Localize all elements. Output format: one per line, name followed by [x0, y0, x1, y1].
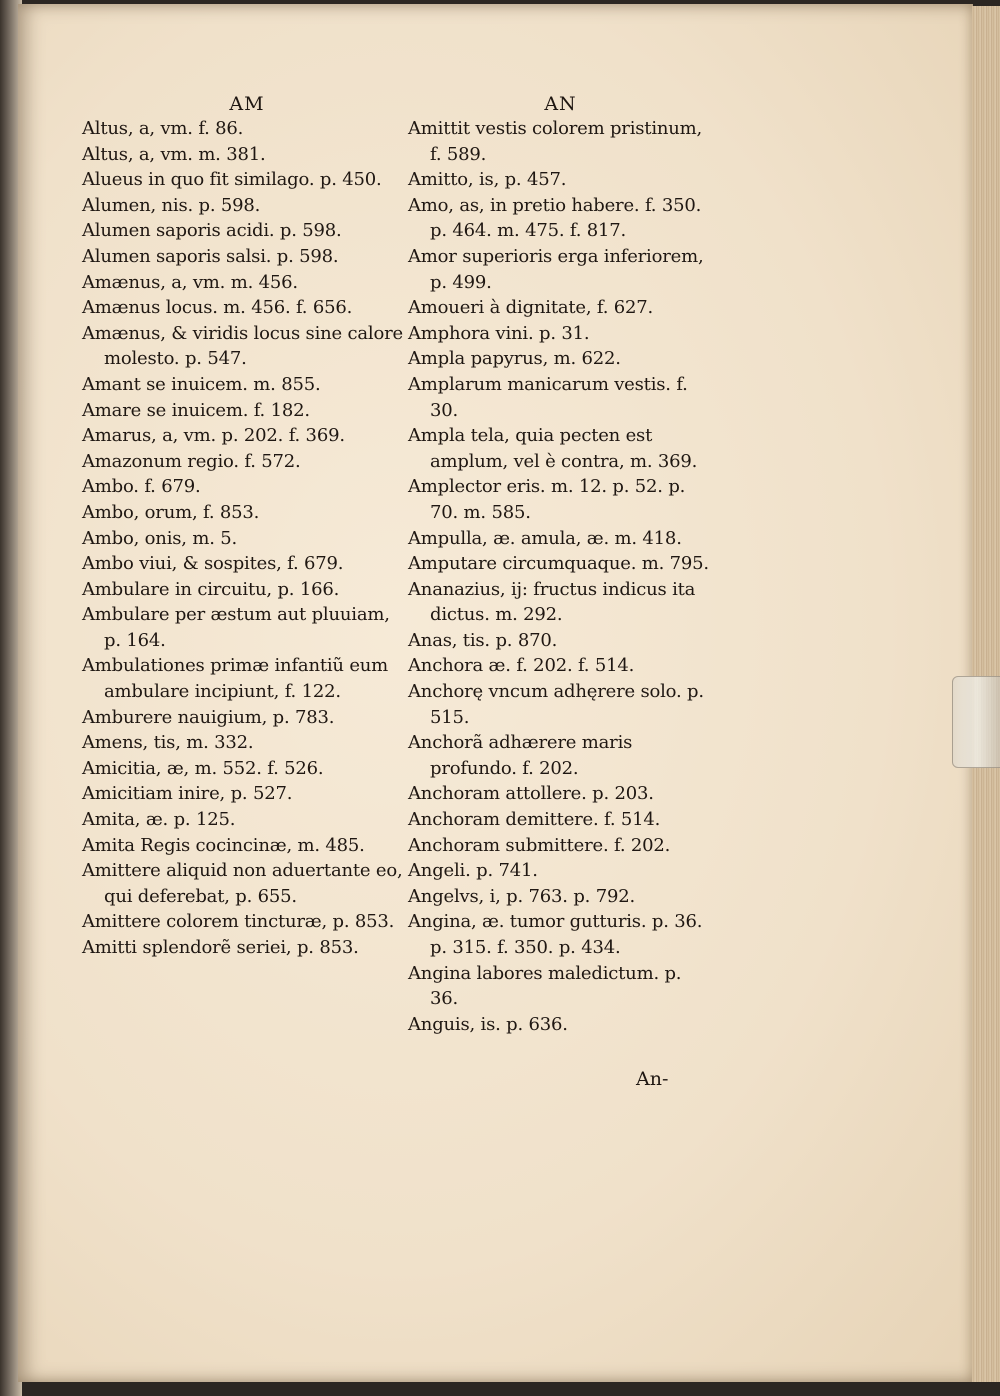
index-entry: Altus, a, vm. f. 86.: [82, 118, 244, 139]
index-entry: Anchora æ. f. 202. f. 514.: [408, 655, 635, 677]
index-entry: Ambo, onis, m. 5.: [82, 527, 238, 549]
left-column-heading: AM: [229, 93, 265, 115]
index-entry: Ambo. f. 679.: [82, 476, 201, 498]
index-entry: Altus, a, vm. m. 381.: [82, 143, 266, 165]
index-entry: Amita, æ. p. 125.: [82, 809, 236, 831]
index-entry: Ambulare per æstum aut pluuiam, p. 164.: [82, 604, 390, 651]
index-entry: Amazonum regio. f. 572.: [82, 450, 301, 472]
index-entry: Alumen saporis salsi. p. 598.: [82, 245, 339, 267]
index-entry: Amicitiam inire, p. 527.: [82, 783, 293, 805]
index-entry: Anchorã adhærere maris profundo. f. 202.: [408, 732, 633, 779]
index-entry: Amarus, a, vm. p. 202. f. 369.: [82, 425, 345, 447]
index-entry: Ampulla, æ. amula, æ. m. 418.: [408, 527, 682, 549]
index-entry: Angina labores maledictum. p. 36.: [408, 962, 682, 1010]
index-entry: Anchoram demittere. f. 514.: [408, 809, 661, 831]
index-entry: Amo, as, in pretio habere. f. 350. p. 464. m. 475. f. 817.: [408, 194, 702, 242]
index-entry: Ambo viui, & sospites, f. 679.: [82, 553, 344, 575]
index-entry: Angelvs, i, p. 763. p. 792.: [408, 885, 635, 907]
page-clip: [952, 676, 1000, 768]
index-entry: Amare se inuicem. f. 182.: [82, 399, 310, 421]
catchword: An-: [636, 1068, 669, 1090]
index-entry: Anas, tis. p. 870.: [408, 629, 558, 651]
index-entry: Amputare circumquaque. m. 795.: [408, 553, 709, 575]
index-entry: Angina, æ. tumor gutturis. p. 36. p. 315. f. 350. p. 434.: [408, 911, 703, 958]
index-entry: Amænus, & viridis locus sine calore molesto. p. 547.: [82, 322, 403, 370]
index-entry: Amplector eris. m. 12. p. 52. p. 70. m. 585.: [408, 476, 686, 523]
index-entry: Alumen, nis. p. 598.: [82, 194, 261, 216]
right-column-heading: AN: [544, 93, 577, 115]
index-entry: Amoueri à dignitate, f. 627.: [408, 297, 654, 319]
index-entry: Amphora vini. p. 31.: [408, 322, 590, 344]
index-entry: Ambo, orum, f. 853.: [82, 501, 260, 523]
index-entry: Alueus in quo fit similago. p. 450.: [82, 169, 382, 191]
index-entry: Amicitia, æ, m. 552. f. 526.: [82, 757, 324, 779]
index-entry: Angeli. p. 741.: [408, 860, 538, 882]
left-column: [82, 92, 412, 961]
index-entry: Amittere aliquid non aduertante eo, qui deferebat, p. 655.: [82, 860, 403, 907]
index-entry: Amitto, is, p. 457.: [408, 169, 567, 191]
index-entry: Amænus, a, vm. m. 456.: [82, 271, 298, 293]
index-entry: Ambulationes primæ infantiũ eum ambulare incipiunt, f. 122.: [82, 655, 389, 703]
index-entry: Ampla tela, quia pecten est amplum, vel è contra, m. 369.: [408, 425, 698, 472]
index-entry: Ananazius, ij: fructus indicus ita dictus. m. 292.: [408, 578, 696, 626]
index-entry: Amplarum manicarum vestis. f. 30.: [408, 373, 688, 421]
index-entry: Amita Regis cocincinæ, m. 485.: [82, 834, 365, 856]
index-entry: Amor superioris erga inferiorem, p. 499.: [408, 245, 704, 293]
index-entry: Amittere colorem tincturæ, p. 853.: [82, 911, 395, 933]
index-entry: Alumen saporis acidi. p. 598.: [82, 220, 342, 242]
index-entry: Anchoram attollere. p. 203.: [408, 783, 654, 805]
index-entry: Amænus locus. m. 456. f. 656.: [82, 297, 353, 319]
index-entry: Amant se inuicem. m. 855.: [82, 373, 321, 395]
index-entry: Amitti splendorẽ seriei, p. 853.: [82, 937, 359, 958]
index-entry: Amens, tis, m. 332.: [82, 732, 254, 754]
index-entry: Ambulare in circuitu, p. 166.: [82, 578, 340, 600]
index-entry: Amittit vestis colorem pristinum, f. 589.: [408, 118, 703, 165]
index-entry: Anguis, is. p. 636.: [408, 1013, 568, 1035]
index-entry: Ampla papyrus, m. 622.: [408, 348, 621, 370]
index-entry: Anchoram submittere. f. 202.: [408, 834, 671, 856]
index-entry: Anchorę vncum adhęrere solo. p. 515.: [408, 681, 704, 728]
index-entry: Amburere nauigium, p. 783.: [82, 706, 335, 728]
right-column: [408, 92, 713, 1037]
